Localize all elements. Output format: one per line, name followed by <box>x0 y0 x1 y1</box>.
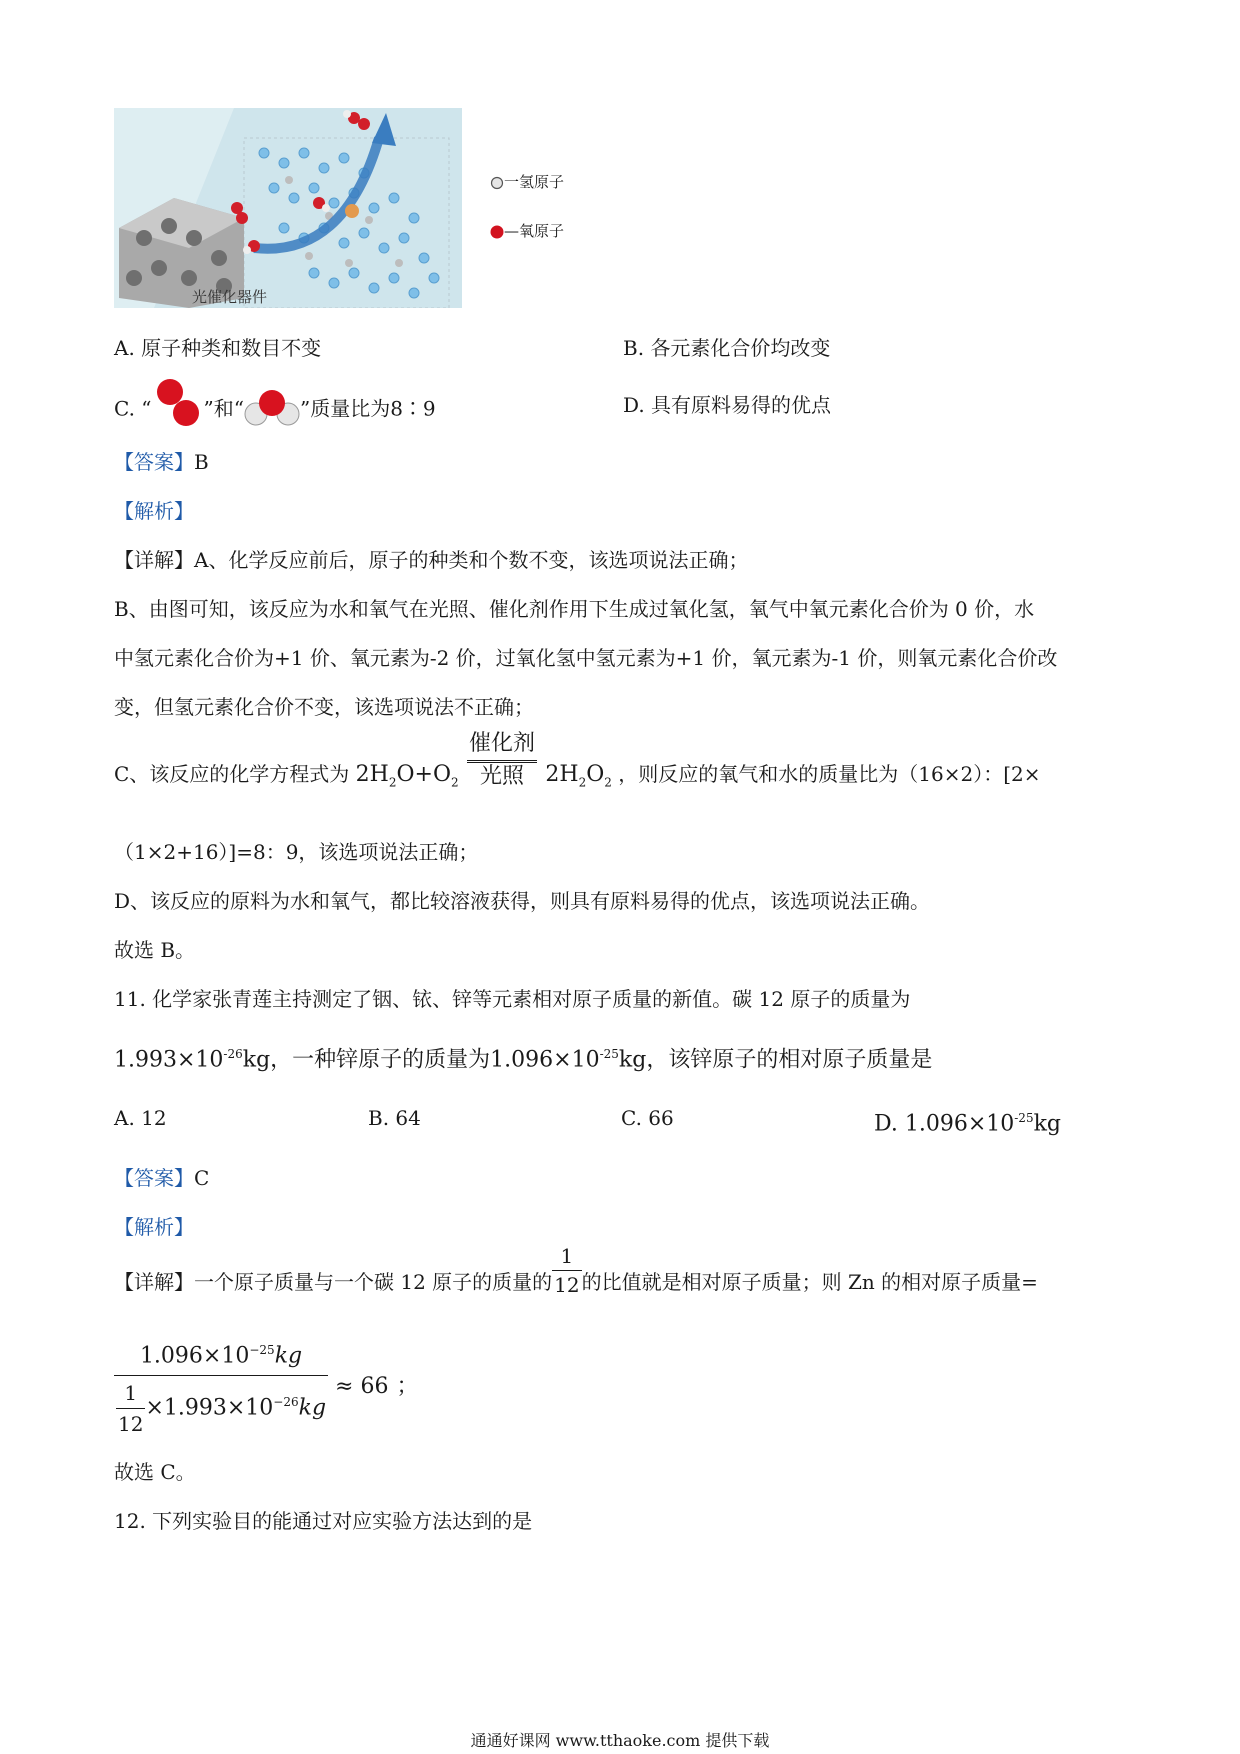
equation-reactants: $2H_2O+O_2$ <box>355 762 459 790</box>
q10-conclusion: 故选 B。 <box>114 938 196 962</box>
q10-answer <box>114 448 209 476</box>
oxygen-molecule-icon <box>152 377 204 429</box>
catalyst-label: 催化剂 <box>467 730 537 763</box>
q11-option-b: B. 64 <box>368 1106 421 1130</box>
oxygen-atom-icon <box>490 225 504 239</box>
detail-a-text: A、化学反应前后，原子的种类和个数不变，该选项说法正确； <box>194 548 749 572</box>
q10-option-a: A. 原子种类和数目不变 <box>114 336 322 360</box>
equation-conditions <box>467 730 537 791</box>
photocatalysis-figure <box>114 108 462 308</box>
legend-hydrogen-label: 一氢原子 <box>504 173 565 191</box>
q10-option-c <box>114 391 436 429</box>
q10-detail-a <box>114 546 748 574</box>
q11-option-a: A. 12 <box>114 1106 167 1130</box>
answer-value: C <box>194 1166 210 1190</box>
detail-tag: 【详解】 <box>114 1270 194 1294</box>
legend-oxygen-label: —氧原子 <box>504 222 565 240</box>
calc-denominator: $\frac{1}{12}$ $\times 1.993\times 10^{-26}kg$ <box>114 1376 328 1439</box>
legend-oxygen <box>490 221 564 241</box>
light-label: 光照 <box>480 764 525 789</box>
detail-c-suffix: ，则反应的氧气和水的质量比为（16×2）：[2× <box>618 762 1041 786</box>
q11-calculation <box>114 1335 418 1439</box>
q10-detail-d: D、该反应的原料为水和氧气，都比较溶液获得，则具有原料易得的优点，该选项说法正确。 <box>114 889 931 913</box>
equation-product: $2H_2O_2$ <box>545 762 612 790</box>
q10-detail-c <box>114 731 1041 796</box>
answer-tag: 【答案】 <box>114 1166 194 1190</box>
q10-detail-b2: 中氢元素化合价为+1 价、氧元素为-2 价，过氧化氢中氢元素为+1 价，氧元素为-1 价，则氧元素化合价改 <box>114 646 1058 670</box>
answer-value: B <box>194 450 209 474</box>
molecular-illustration <box>114 108 462 308</box>
calc-result: ≈ 66 <box>335 1374 389 1400</box>
q10-option-d: D. 具有原料易得的优点 <box>623 393 832 417</box>
detail-c-prefix: C、该反应的化学方程式为 <box>114 762 350 786</box>
legend-hydrogen <box>490 172 564 192</box>
water-molecule-icon <box>244 386 300 428</box>
q11-conclusion: 故选 C。 <box>114 1460 196 1484</box>
q11-stem-line2: $1.993\times 10^{-26}kg$，一种锌原子的质量为$1.096\times 10^{-25}kg$，该锌原子的相对原子质量是 <box>114 1047 933 1073</box>
q10-detail-c2: （1×2+16）]=8：9，该选项说法正确； <box>114 840 479 864</box>
q10-detail-b1: B、由图可知，该反应为水和氧气在光照、催化剂作用下生成过氧化氢，氧气中氧元素化合价为 0 价，水 <box>114 597 1035 621</box>
answer-tag: 【答案】 <box>114 450 194 474</box>
hydrogen-atom-icon <box>490 176 504 190</box>
q10-option-c-suffix: ”质量比为8∶9 <box>299 396 436 421</box>
q12-stem: 12. 下列实验目的能通过对应实验方法达到的是 <box>114 1509 533 1533</box>
q11-answer <box>114 1164 209 1192</box>
q10-option-c-mid: ”和“ <box>203 396 244 421</box>
q11-detail <box>114 1244 1038 1299</box>
one-twelfth-fraction: $\frac{1}{12}$ <box>554 1244 580 1297</box>
q11-stem-line1: 11. 化学家张青莲主持测定了铟、铱、锌等元素相对原子质量的新值。碳 12 原子的质量为 <box>114 987 911 1011</box>
q10-option-b: B. 各元素化合价均改变 <box>623 336 831 360</box>
calc-semicolon: ； <box>396 1374 419 1400</box>
detail-tag: 【详解】 <box>114 548 194 572</box>
q10-detail-b3: 变，但氢元素化合价不变，该选项说法不正确； <box>114 695 534 719</box>
q11-analysis-tag: 【解析】 <box>114 1215 194 1239</box>
detail-prefix: 一个原子质量与一个碳 12 原子的质量的 <box>194 1270 553 1294</box>
q11-option-c: C. 66 <box>621 1106 674 1130</box>
q11-option-d: D. $1.096\times 10^{-25}kg$ <box>874 1111 1061 1137</box>
calc-fraction <box>114 1335 328 1439</box>
q10-analysis-tag: 【解析】 <box>114 499 194 523</box>
q10-option-c-prefix: C. “ <box>114 396 152 421</box>
detail-suffix: 的比值就是相对原子质量；则 Zn 的相对原子质量= <box>581 1270 1038 1294</box>
figure-caption: 光催化器件 <box>192 288 268 306</box>
calc-numerator: $1.096\times 10^{-25}kg$ <box>114 1335 328 1376</box>
page-footer: 通通好课网 www.tthaoke.com 提供下载 <box>470 1731 770 1750</box>
